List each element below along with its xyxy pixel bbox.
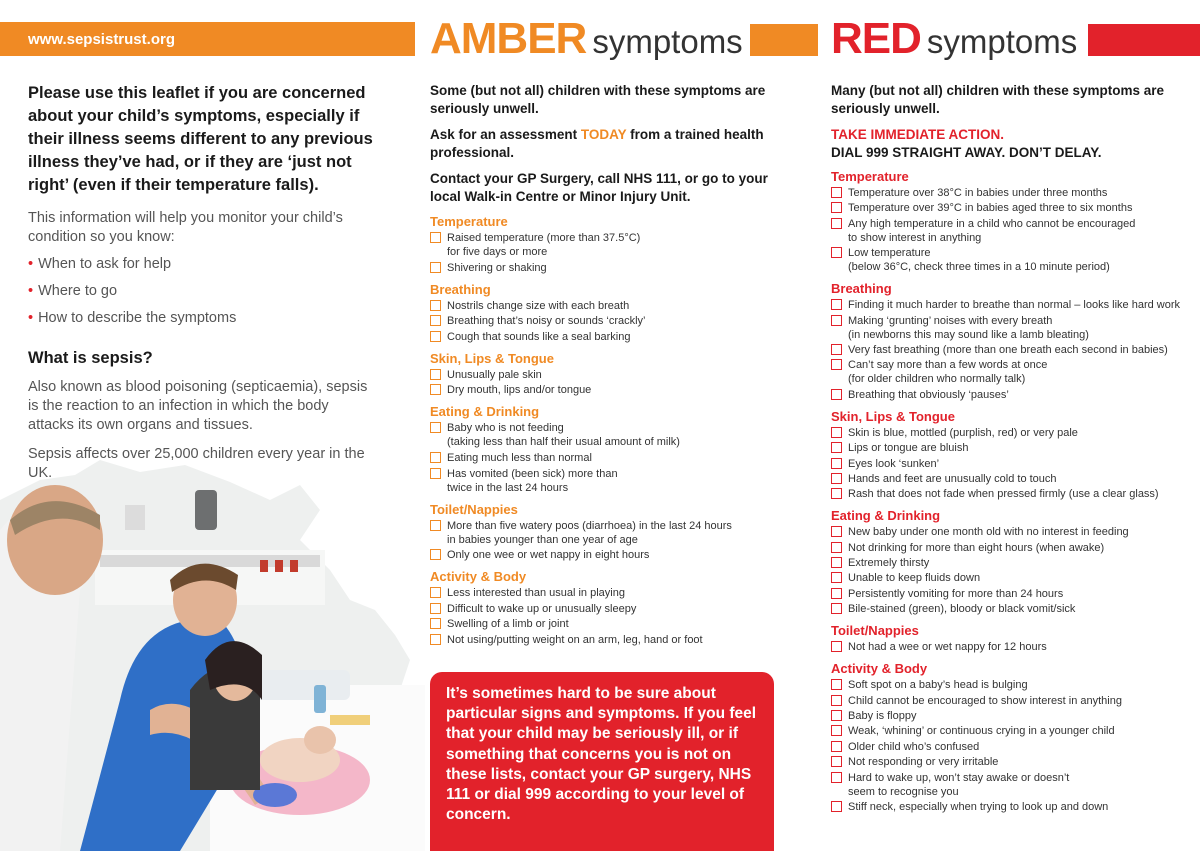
checkbox[interactable]: [430, 315, 441, 326]
symptom-item: [831, 426, 1181, 440]
symptom-text: Difficult to wake up or unusually sleepy: [447, 602, 637, 615]
checkbox[interactable]: [831, 218, 842, 229]
bullet-icon: •: [28, 310, 34, 326]
checkbox[interactable]: [831, 572, 842, 583]
symptom-item: [831, 388, 1181, 402]
checkbox[interactable]: [831, 710, 842, 721]
symptom-item: [430, 299, 780, 313]
immediate-action-text: TAKE IMMEDIATE ACTION.: [831, 127, 1004, 142]
section-heading: Breathing: [430, 281, 491, 297]
checkbox[interactable]: [430, 549, 441, 560]
red-symptoms-column: [831, 82, 1181, 815]
symptom-text: Not had a wee or wet nappy for 12 hours: [848, 641, 1047, 654]
amber-assessment-advice: Ask for an assessment TODAY from a trained health professional.: [430, 127, 764, 160]
checkbox[interactable]: [831, 442, 842, 453]
symptom-item: [831, 724, 1181, 738]
checkbox[interactable]: [831, 772, 842, 783]
symptom-item: [430, 519, 780, 547]
symptom-item: [831, 525, 1181, 539]
symptom-item: [831, 217, 1181, 245]
symptom-text: Rash that does not fade when pressed firmly (use a clear glass): [848, 488, 1159, 501]
symptom-text: Eyes look ‘sunken’: [848, 457, 940, 470]
amber-lead: Some (but not all) children with these symptoms are seriously unwell.: [430, 83, 766, 116]
symptom-text: Very fast breathing (more than one breath each second in babies): [848, 343, 1168, 356]
section-heading: Activity & Body: [831, 661, 928, 677]
section-heading: Eating & Drinking: [430, 404, 540, 420]
today-highlight: TODAY: [580, 127, 627, 142]
checkbox[interactable]: [831, 458, 842, 469]
symptom-text: Shivering or shaking: [447, 261, 547, 274]
symptom-text: Baby is floppy: [848, 710, 917, 723]
symptom-item: [831, 587, 1181, 601]
section-heading: Skin, Lips & Tongue: [831, 408, 955, 424]
symptom-item: [831, 678, 1181, 692]
symptom-item: [831, 709, 1181, 723]
checkbox[interactable]: [430, 331, 441, 342]
symptom-item: [831, 343, 1181, 357]
symptom-item: [831, 800, 1181, 814]
symptom-text: Any high temperature in a child who cannot be encouraged to show interest in anything: [848, 217, 1136, 244]
red-heading: [831, 14, 1077, 66]
symptom-item: [430, 383, 780, 397]
symptom-item: [831, 755, 1181, 769]
checkbox[interactable]: [831, 389, 842, 400]
symptom-text: Temperature over 39°C in babies aged three to six months: [848, 202, 1133, 215]
hospital-photo: [0, 460, 425, 851]
checkbox[interactable]: [430, 618, 441, 629]
symptom-text: Low temperature (below 36°C, check three times in a 10 minute period): [848, 247, 1110, 274]
symptom-text: Unable to keep fluids down: [848, 572, 981, 585]
symptom-text: Extremely thirsty: [848, 557, 930, 570]
checkbox[interactable]: [430, 422, 441, 433]
checkbox[interactable]: [831, 679, 842, 690]
checkbox[interactable]: [831, 695, 842, 706]
list-item: • Where to go: [28, 283, 118, 299]
symptom-text: Making ‘grunting’ noises with every breath (in newborns this may sound like a lamb bleating): [848, 314, 1089, 341]
bullet-list: [28, 255, 376, 327]
red-sections: [831, 169, 1181, 814]
bullet-icon: •: [28, 283, 34, 299]
checkbox[interactable]: [831, 202, 842, 213]
section-heading: Toilet/Nappies: [430, 501, 518, 517]
checkbox[interactable]: [831, 542, 842, 553]
symptom-item: [831, 298, 1181, 312]
symptom-text: Bile-stained (green), bloody or black vomit/sick: [848, 603, 1076, 616]
symptom-text: Has vomited (been sick) more than twice in the last 24 hours: [447, 467, 618, 494]
symptom-text: Skin is blue, mottled (purplish, red) or very pale: [848, 426, 1078, 439]
symptom-text: Can’t say more than a few words at once (for older children who normally talk): [848, 359, 1048, 386]
symptom-item: [831, 314, 1181, 342]
checkbox[interactable]: [831, 247, 842, 258]
checkbox[interactable]: [831, 526, 842, 537]
symptom-item: [430, 368, 780, 382]
symptom-text: Hands and feet are unusually cold to touch: [848, 472, 1057, 485]
section-heading: Activity & Body: [430, 569, 527, 585]
symptom-text: Swelling of a limb or joint: [447, 618, 569, 631]
symptom-item: [831, 457, 1181, 471]
symptom-text: Temperature over 38°C in babies under three months: [848, 187, 1108, 199]
symptom-item: [430, 330, 780, 344]
symptom-item: [430, 548, 780, 562]
red-action: [831, 126, 1181, 162]
checkbox[interactable]: [831, 359, 842, 370]
symptom-item: [831, 740, 1181, 754]
intro-column: [28, 82, 376, 483]
red-lead: Many (but not all) children with these symptoms are seriously unwell.: [831, 83, 1165, 116]
checkbox[interactable]: [831, 344, 842, 355]
concern-callout: [430, 672, 774, 851]
checkbox[interactable]: [831, 741, 842, 752]
symptom-item: [831, 541, 1181, 555]
symptom-text: Older child who’s confused: [848, 740, 980, 753]
callout-text: It’s sometimes hard to be sure about particular signs and symptoms. If you feel that your child may be seriously ill, or if something that concerns you is not on these lists, contact your GP surgery, NHS 111 or dial 999 according to your level of concern.: [446, 685, 757, 824]
checkbox[interactable]: [430, 262, 441, 273]
symptom-item: [831, 487, 1181, 501]
checkbox[interactable]: [831, 488, 842, 499]
checkbox[interactable]: [430, 452, 441, 463]
checkbox[interactable]: [831, 557, 842, 568]
sepsis-definition: Also known as blood poisoning (septicaemia), sepsis is the reaction to an infection in which the body attacks its own organs and tissues.: [28, 379, 368, 433]
checkbox[interactable]: [831, 756, 842, 767]
dial-999-text: DIAL 999 STRAIGHT AWAY. DON’T DELAY.: [831, 145, 1102, 160]
symptom-text: Only one wee or wet nappy in eight hours: [447, 549, 650, 562]
website-url[interactable]: www.sepsistrust.org: [28, 31, 175, 48]
section-heading: Toilet/Nappies: [831, 623, 919, 639]
symptom-text: Child cannot be encouraged to show interest in anything: [848, 694, 1122, 707]
section-heading: Eating & Drinking: [831, 508, 941, 524]
what-is-sepsis-heading: What is sepsis?: [28, 349, 153, 367]
symptom-text: Stiff neck, especially when trying to look up and down: [848, 800, 1109, 813]
checkbox[interactable]: [430, 634, 441, 645]
symptom-item: [831, 201, 1181, 215]
section-heading: Temperature: [831, 169, 909, 184]
symptom-text: Not responding or very irritable: [848, 756, 999, 769]
checkbox[interactable]: [430, 520, 441, 531]
red-bar: [1088, 24, 1200, 56]
symptom-item: [430, 586, 780, 600]
symptom-item: [831, 472, 1181, 486]
intro-text: Please use this leaflet if you are concerned about your child’s symptoms, especially if their illness seems different to any previous illness they’ve had, or if they are ‘just not right’ (even if their temperature falls).: [28, 84, 373, 194]
checkbox[interactable]: [831, 588, 842, 599]
symptom-text: Less interested than usual in playing: [447, 587, 625, 600]
symptom-item: [430, 451, 780, 465]
symptom-item: [831, 571, 1181, 585]
list-item: • How to describe the symptoms: [28, 310, 237, 326]
symptom-item: [430, 231, 780, 259]
symptom-item: [430, 421, 780, 449]
symptom-text: Nostrils change size with each breath: [447, 299, 630, 312]
red-word: RED: [831, 14, 921, 63]
symptom-text: Eating much less than normal: [447, 451, 592, 464]
checkbox[interactable]: [831, 187, 842, 198]
symptom-text: Cough that sounds like a seal barking: [447, 330, 631, 343]
symptom-item: [430, 602, 780, 616]
photo-illustration: [0, 460, 425, 851]
checkbox[interactable]: [831, 299, 842, 310]
red-symptoms-word: symptoms: [926, 23, 1078, 60]
symptom-item: [831, 602, 1181, 616]
symptom-text: Raised temperature (more than 37.5°C) for five days or more: [447, 232, 641, 258]
checkbox[interactable]: [831, 603, 842, 614]
bullet-icon: •: [28, 256, 34, 272]
section-heading: Breathing: [831, 281, 892, 297]
checkbox[interactable]: [831, 641, 842, 652]
amber-sections: [430, 214, 780, 647]
symptom-item: [831, 694, 1181, 708]
symptom-item: [430, 633, 780, 647]
symptom-text: Soft spot on a baby’s head is bulging: [848, 679, 1028, 692]
checkbox[interactable]: [430, 384, 441, 395]
symptom-item: [430, 617, 780, 631]
symptom-item: [831, 441, 1181, 455]
symptom-item: [831, 556, 1181, 570]
symptom-text: New baby under one month old with no interest in feeding: [848, 526, 1129, 539]
symptom-text: Hard to wake up, won’t stay awake or doesn’t seem to recognise you: [848, 771, 1070, 798]
symptom-text: Finding it much harder to breathe than normal – looks like hard work: [848, 299, 1181, 312]
divider-bar: [750, 24, 818, 56]
symptom-text: Dry mouth, lips and/or tongue: [447, 384, 592, 397]
symptom-item: [831, 186, 1181, 200]
list-item: • When to ask for help: [28, 256, 172, 272]
symptom-item: [831, 246, 1181, 274]
checkbox[interactable]: [831, 315, 842, 326]
symptom-text: Lips or tongue are bluish: [848, 442, 969, 455]
symptom-text: Baby who is not feeding (taking less than half their usual amount of milk): [447, 422, 680, 449]
symptom-item: [831, 771, 1181, 799]
checkbox[interactable]: [430, 603, 441, 614]
symptom-text: Not drinking for more than eight hours (when awake): [848, 541, 1105, 554]
checkbox[interactable]: [430, 232, 441, 243]
amber-word: AMBER: [430, 14, 587, 63]
section-heading: Temperature: [430, 214, 508, 229]
symptom-item: [430, 314, 780, 328]
symptom-item: [831, 358, 1181, 386]
symptom-item: [430, 467, 780, 495]
checkbox[interactable]: [430, 300, 441, 311]
amber-symptoms-word: symptoms: [592, 23, 743, 60]
checkbox[interactable]: [831, 427, 842, 438]
symptom-text: Not using/putting weight on an arm, leg, hand or foot: [447, 633, 703, 646]
checkbox[interactable]: [831, 725, 842, 736]
checkbox[interactable]: [430, 369, 441, 380]
amber-contact-advice: Contact your GP Surgery, call NHS 111, or go to your local Walk-in Centre or Minor Injury Unit.: [430, 171, 768, 204]
symptom-text: Unusually pale skin: [447, 368, 542, 381]
sepsis-statistic: Sepsis affects over 25,000 children every year in the UK.: [28, 446, 365, 481]
symptom-text: Weak, ‘whining’ or continuous crying in a younger child: [848, 725, 1115, 738]
symptom-text: Breathing that’s noisy or sounds ‘crackly’: [447, 315, 646, 328]
symptom-text: More than five watery poos (diarrhoea) in the last 24 hours in babies younger than one year of age: [447, 519, 732, 546]
checkbox[interactable]: [831, 473, 842, 484]
checkbox[interactable]: [430, 587, 441, 598]
symptom-text: Persistently vomiting for more than 24 hours: [848, 587, 1064, 600]
section-heading: Skin, Lips & Tongue: [430, 350, 554, 366]
symptom-text: Breathing that obviously ‘pauses’: [848, 388, 1009, 401]
amber-symptoms-column: [430, 82, 780, 649]
checkbox[interactable]: [831, 801, 842, 812]
checkbox[interactable]: [430, 468, 441, 479]
amber-heading: [430, 14, 743, 66]
symptom-item: [430, 261, 780, 275]
symptom-item: [831, 640, 1181, 654]
info-text: This information will help you monitor your child’s condition so you know:: [28, 210, 343, 245]
